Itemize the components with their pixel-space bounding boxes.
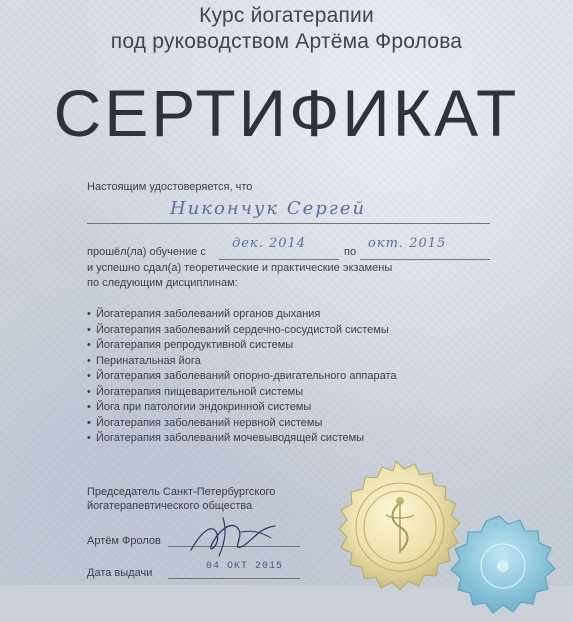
- signer-name: Артём Фролов: [87, 535, 161, 547]
- recipient-name: Никончук Сергей: [170, 198, 367, 219]
- list-item: • Йогатерапия заболеваний нервной системы: [87, 416, 397, 432]
- certificate-title: СЕРТИФИКАТ: [53, 76, 520, 150]
- issue-date-line: [168, 578, 300, 579]
- course-title-line2: под руководством Артёма Фролова: [110, 30, 463, 53]
- issue-date-label: Дата выдачи: [87, 567, 153, 579]
- issue-date-stamp: 04 ОКТ 2015: [206, 561, 284, 572]
- name-underline: [87, 223, 490, 224]
- date-from: дек. 2014: [232, 236, 307, 251]
- course-title-line1: Курс йогатерапии: [199, 4, 374, 27]
- gold-seal-sticker: [316, 455, 476, 615]
- passed-exams-text: и успешно сдал(а) теоретические и практические экзамены: [87, 262, 393, 274]
- list-item: • Перинатальная йога: [87, 354, 397, 370]
- list-item: • Йога при патологии эндокринной системы: [87, 400, 397, 416]
- chairman-title-line1: Председатель Санкт-Петербургского: [87, 486, 276, 498]
- list-item: • Йогатерапия заболеваний органов дыхания: [87, 307, 397, 323]
- subjects-list: [87, 307, 397, 447]
- to-label: по: [344, 246, 357, 258]
- list-item: • Йогатерапия заболеваний опорно-двигательного аппарата: [87, 369, 397, 385]
- trained-from-label: прошёл(ла) обучение с: [87, 246, 206, 258]
- date-from-underline: [219, 259, 339, 260]
- certify-text: Настоящим удостоверяется, что: [87, 181, 253, 193]
- date-to: окт. 2015: [368, 236, 447, 251]
- chairman-title-line2: йогатерапевтического общества: [87, 500, 253, 512]
- list-item: • Йогатерапия пищеварительной системы: [87, 385, 397, 401]
- list-item: • Йогатерапия заболеваний сердечно-сосудистой системы: [87, 323, 397, 339]
- list-item: • Йогатерапия заболеваний мочевыводящей системы: [87, 431, 397, 447]
- list-item: • Йогатерапия репродуктивной системы: [87, 338, 397, 354]
- signature-scribble: [183, 512, 283, 562]
- date-to-underline: [360, 259, 490, 260]
- disciplines-text: по следующим дисциплинам:: [87, 277, 238, 289]
